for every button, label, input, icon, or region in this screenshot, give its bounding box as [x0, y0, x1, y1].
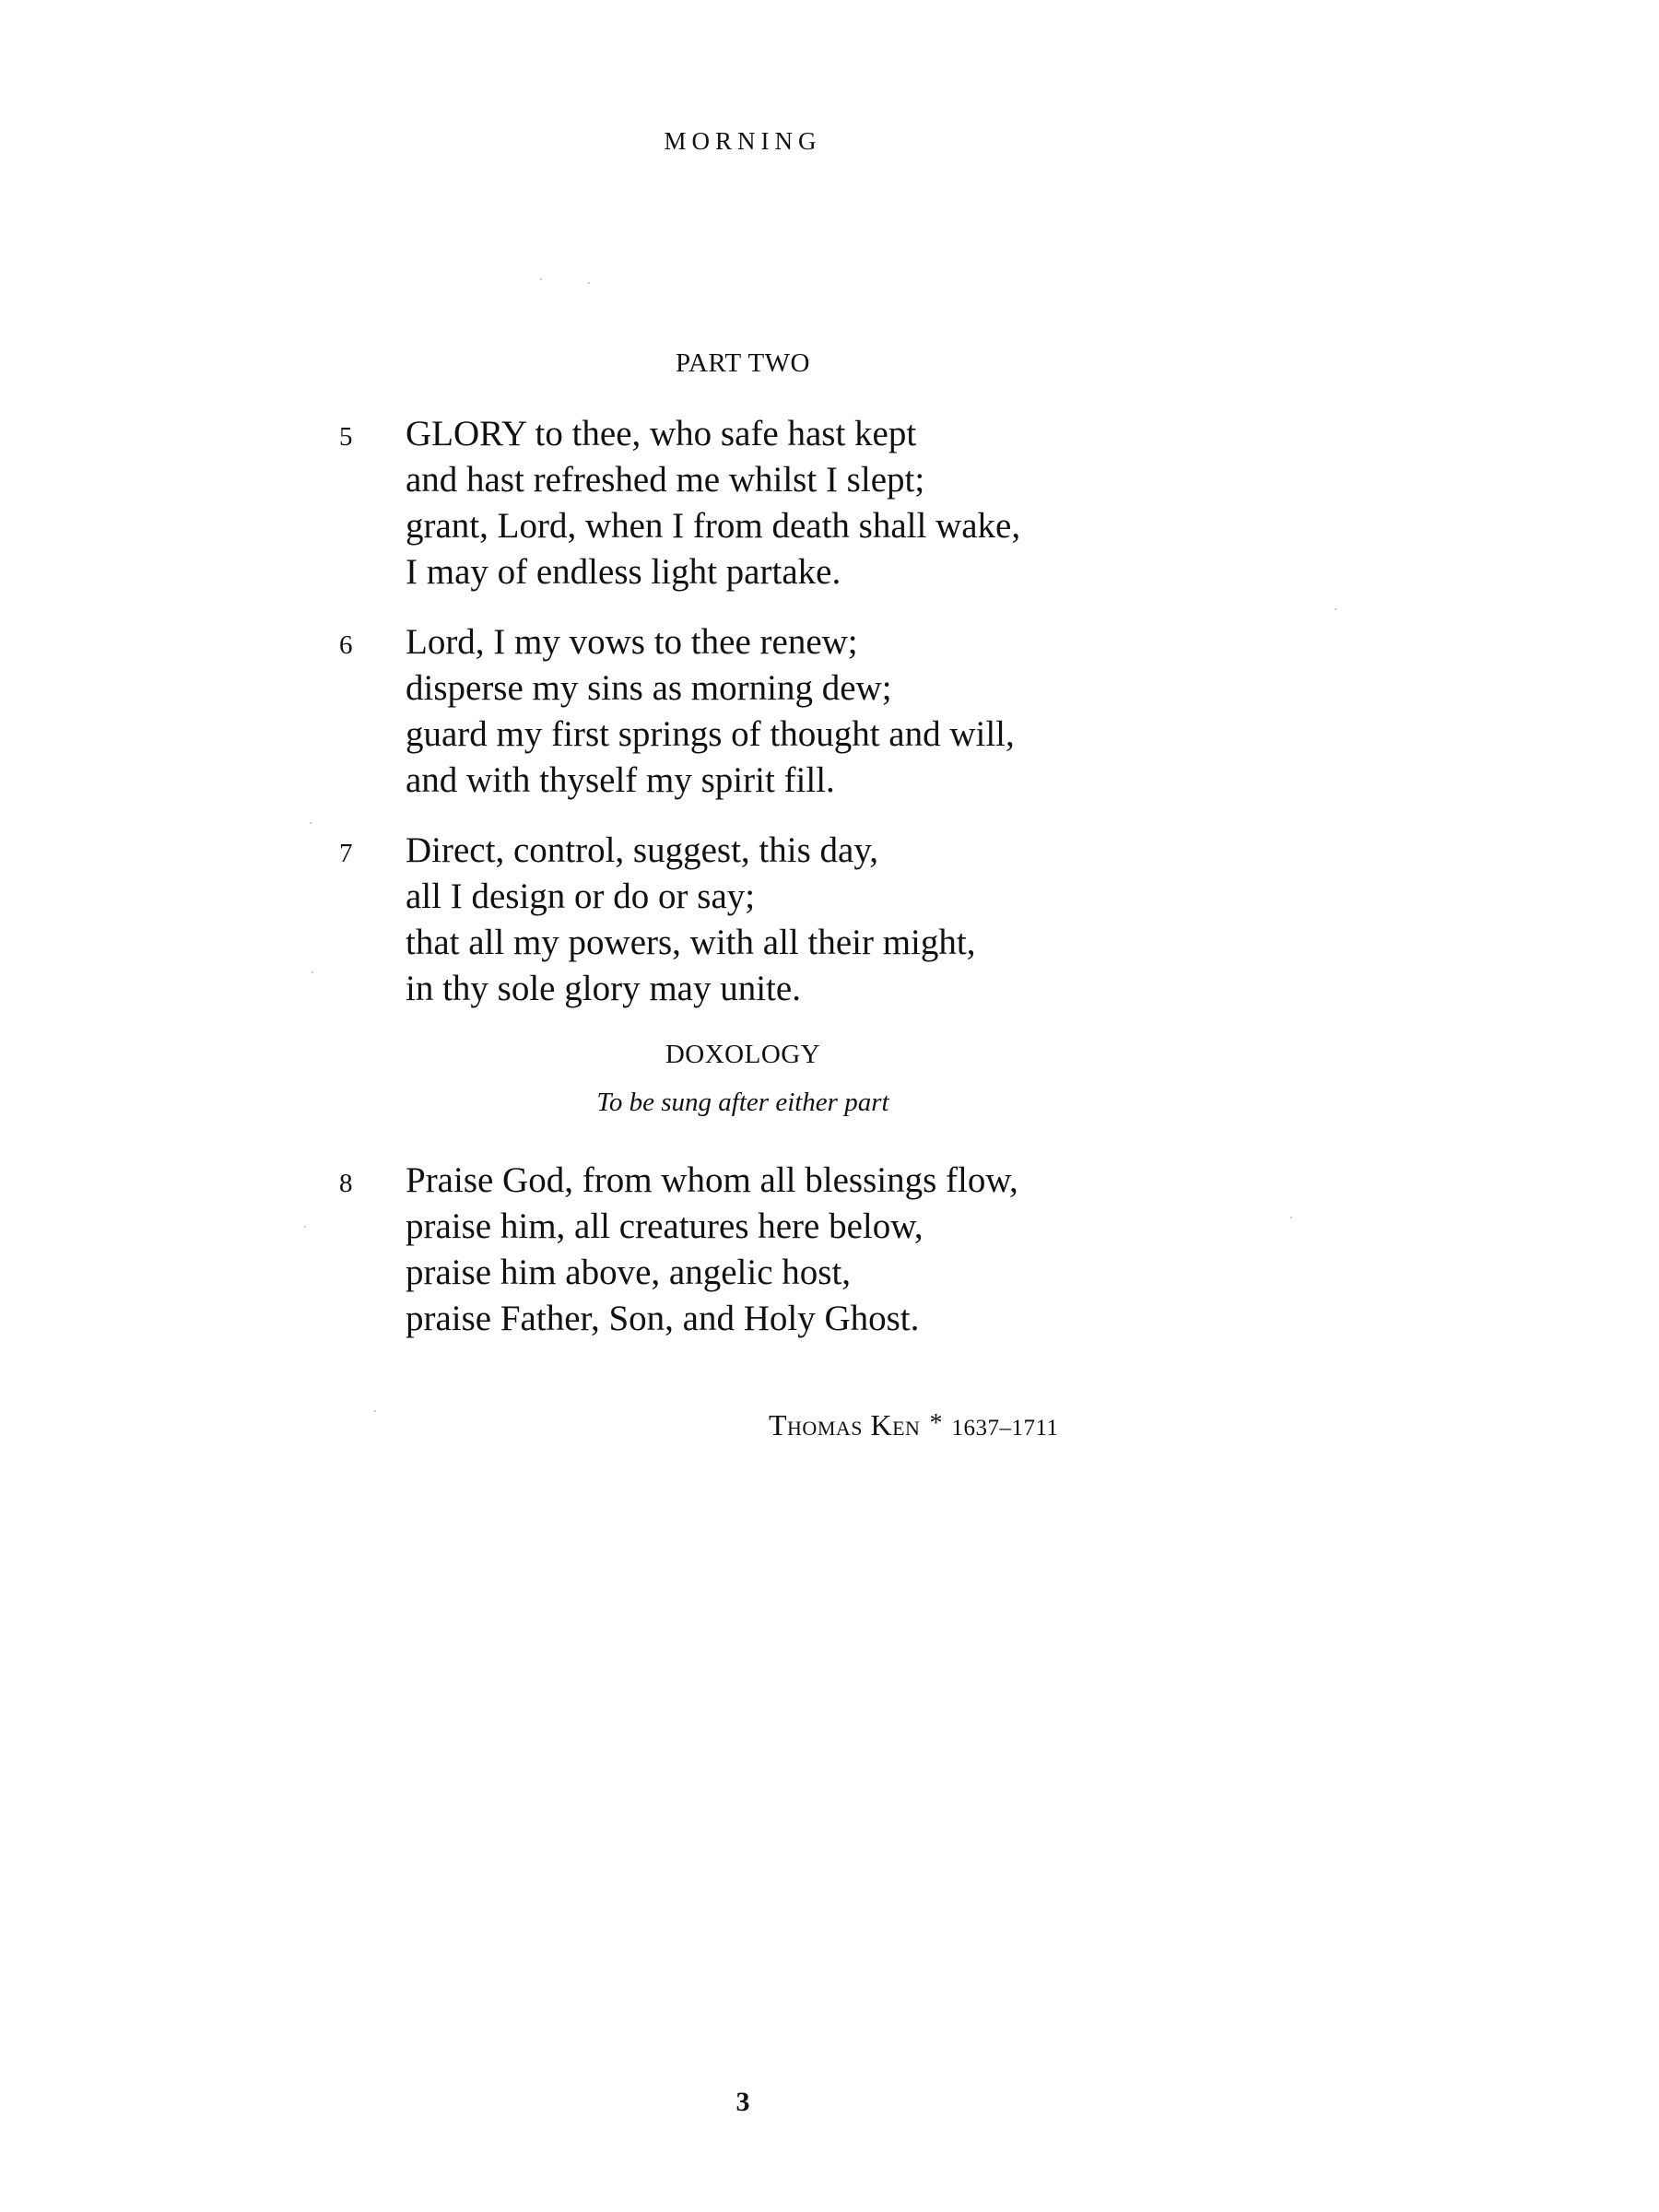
verse-line: I may of endless light partake.: [406, 552, 841, 592]
verse-lines: [406, 1158, 1018, 1342]
author-dates: 1637–1711: [951, 1416, 1059, 1441]
part-two-title: PART TWO: [676, 348, 810, 378]
scan-speck: [304, 1226, 306, 1228]
verse-line: praise him, all creatures here below,: [406, 1206, 924, 1246]
scan-speck: [374, 1410, 376, 1412]
doxology-title: DOXOLOGY: [665, 1040, 821, 1069]
page-number: 3: [735, 2087, 750, 2117]
asterisk-mark: *: [929, 1409, 943, 1438]
verse-line: GLORY to thee, who safe hast kept: [406, 414, 917, 453]
verse-line: Lord, I my vows to thee renew;: [406, 622, 858, 662]
verse-number: 7: [339, 839, 353, 868]
verse-line: all I design or do or say;: [406, 877, 756, 916]
scan-speck: [540, 278, 542, 280]
author-name: Thomas Ken: [769, 1408, 921, 1441]
verse-lines: [406, 619, 1015, 804]
verse-line: disperse my sins as morning dew;: [406, 668, 892, 708]
verse-line: in thy sole glory may unite.: [406, 969, 801, 1008]
verse-line: grant, Lord, when I from death shall wake,: [406, 506, 1021, 546]
verse-number: 6: [339, 630, 353, 660]
attribution: [769, 1408, 1059, 1442]
verse-lines: [406, 828, 975, 1012]
scan-speck: [588, 282, 590, 284]
verse-number: 8: [339, 1169, 353, 1198]
verse-line: praise Father, Son, and Holy Ghost.: [406, 1299, 920, 1338]
scan-speck: [310, 822, 312, 824]
verse-line: Direct, control, suggest, this day,: [406, 830, 879, 870]
verse-line: guard my first springs of thought and will,: [406, 714, 1015, 754]
scan-speck: [1335, 608, 1336, 610]
verse-lines: [406, 411, 1020, 595]
doxology-note: To be sung after either part: [596, 1088, 889, 1117]
verse-line: that all my powers, with all their might,: [406, 923, 976, 962]
scan-speck: [312, 971, 313, 973]
running-head: MORNING: [664, 127, 822, 155]
verse-number: 5: [339, 422, 353, 452]
verse-line: and hast refreshed me whilst I slept;: [406, 460, 925, 500]
scan-speck: [1290, 1217, 1292, 1218]
verse-line: praise him above, angelic host,: [406, 1253, 852, 1292]
verse-line: Praise God, from whom all blessings flow,: [406, 1160, 1018, 1200]
verse-line: and with thyself my spirit fill.: [406, 760, 835, 800]
